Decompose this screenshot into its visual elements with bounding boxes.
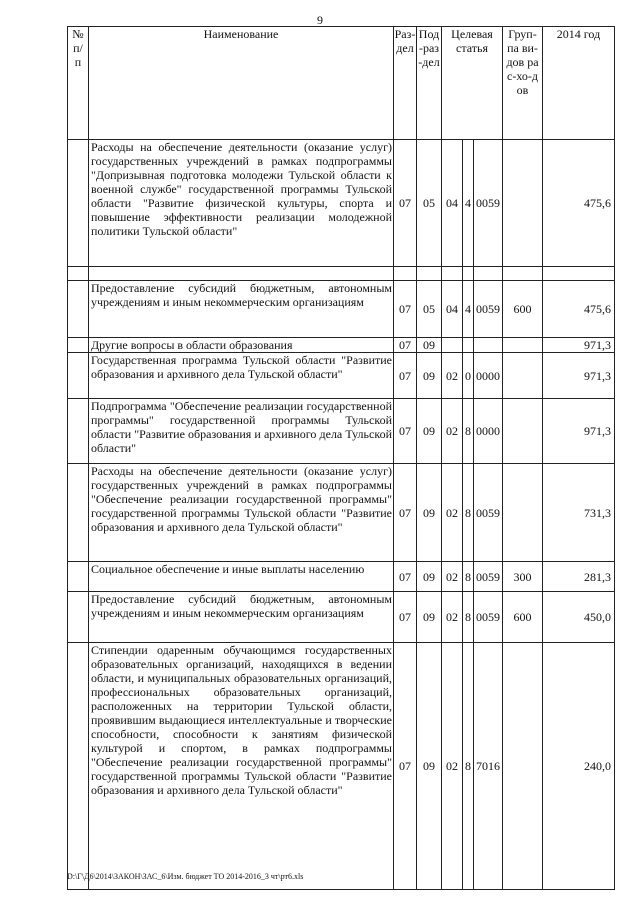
razdel-cell: 07	[394, 464, 417, 562]
podrazdel-cell: 09	[417, 353, 442, 399]
table-row	[68, 592, 615, 643]
expense-group-cell: 600	[503, 281, 543, 338]
target-item-cell: 0059	[474, 562, 503, 592]
row-number-cell	[68, 399, 89, 464]
amount-2014-cell: 475,6	[543, 140, 615, 267]
target-item-cell: 0059	[474, 464, 503, 562]
razdel-cell: 07	[394, 643, 417, 890]
target-subprogram-cell: 8	[463, 399, 474, 464]
row-spacer	[68, 267, 615, 281]
podrazdel-cell: 09	[417, 643, 442, 890]
podrazdel-cell: 09	[417, 464, 442, 562]
target-subprogram-cell: 8	[463, 643, 474, 890]
target-program-cell: 04	[442, 281, 463, 338]
razdel-cell: 07	[394, 399, 417, 464]
row-name: Расходы на обеспечение деятельности (оказание услуг) государственных учреждений в рамках подпрограммы "Обеспечение реализации государственной программы" государственной программы Тульской области "Развитие образования и архивного дела Тульской области"	[89, 464, 394, 562]
table-row	[68, 338, 615, 353]
razdel-cell: 07	[394, 281, 417, 338]
row-number-cell	[68, 464, 89, 562]
row-name: Стипендии одаренным обучающимся государственных образовательных организаций, находящихся в ведении области, и муниципальных образовательных организаций, профессиональных образовательных организаций, расположенных на территории Тульской области, проявившим выдающиеся интеллектуальные и творческие способности, способности к занятиям физической культурой и спортом, в рамках подпрограммы "Обеспечение реализации государственной программы" государственной программы Тульской области "Развитие образования и архивного дела Тульской области"	[89, 643, 394, 890]
expense-group-cell	[503, 353, 543, 399]
row-number-cell	[68, 353, 89, 399]
amount-2014-cell: 731,3	[543, 464, 615, 562]
row-name: Подпрограмма "Обеспечение реализации государственной программы" государственной программы Тульской области "Развитие образования и архивного дела Тульской области"	[89, 399, 394, 464]
target-program-cell: 02	[442, 464, 463, 562]
row-number-cell	[68, 140, 89, 267]
row-name: Социальное обеспечение и иные выплаты населению	[89, 562, 394, 592]
razdel-cell: 07	[394, 353, 417, 399]
row-number-cell	[68, 338, 89, 353]
budget-table	[67, 26, 615, 890]
razdel-cell: 07	[394, 562, 417, 592]
razdel-cell: 07	[394, 592, 417, 643]
target-subprogram-cell: 0	[463, 353, 474, 399]
target-program-cell: 02	[442, 353, 463, 399]
table-row	[68, 643, 615, 890]
target-item-cell: 0059	[474, 281, 503, 338]
row-name: Предоставление субсидий бюджетным, автономным учреждениям и иным некоммерческим организациям	[89, 592, 394, 643]
amount-2014-cell: 971,3	[543, 399, 615, 464]
row-number-cell	[68, 281, 89, 338]
table-row	[68, 140, 615, 267]
col-header-name: Наименование	[89, 27, 394, 140]
amount-2014-cell: 971,3	[543, 338, 615, 353]
target-item-cell: 7016	[474, 643, 503, 890]
podrazdel-cell: 09	[417, 338, 442, 353]
target-item-cell: 0059	[474, 140, 503, 267]
razdel-cell: 07	[394, 338, 417, 353]
amount-2014-cell: 971,3	[543, 353, 615, 399]
podrazdel-cell: 05	[417, 281, 442, 338]
target-subprogram-cell	[463, 338, 474, 353]
page-number: 9	[317, 13, 323, 27]
row-number-cell	[68, 562, 89, 592]
podrazdel-cell: 09	[417, 592, 442, 643]
target-subprogram-cell: 4	[463, 281, 474, 338]
expense-group-cell	[503, 140, 543, 267]
table-row	[68, 399, 615, 464]
target-item-cell: 0000	[474, 399, 503, 464]
target-program-cell: 02	[442, 562, 463, 592]
target-program-cell: 02	[442, 399, 463, 464]
podrazdel-cell: 09	[417, 399, 442, 464]
target-subprogram-cell: 8	[463, 562, 474, 592]
row-name: Другие вопросы в области образования	[89, 338, 394, 353]
col-header-year: 2014 год	[543, 27, 615, 140]
expense-group-cell	[503, 464, 543, 562]
col-header-num: № п/п	[68, 27, 89, 140]
col-header-group: Груп-па ви-дов рас-хо-дов	[503, 27, 543, 140]
target-item-cell: 0000	[474, 353, 503, 399]
target-subprogram-cell: 8	[463, 592, 474, 643]
table-row	[68, 281, 615, 338]
row-name: Государственная программа Тульской области "Развитие образования и архивного дела Тульской области"	[89, 353, 394, 399]
table-header	[68, 27, 615, 140]
row-number-cell	[68, 592, 89, 643]
row-name: Расходы на обеспечение деятельности (оказание услуг) государственных учреждений в рамках подпрограммы "Допризывная подготовка молодежи Тульской области к военной службе" государственной программы Тульской области "Развитие физической культуры, спорта и повышение эффективности реализации молодежной политики Тульской области"	[89, 140, 394, 267]
expense-group-cell	[503, 338, 543, 353]
amount-2014-cell: 450,0	[543, 592, 615, 643]
target-subprogram-cell: 4	[463, 140, 474, 267]
table-row	[68, 562, 615, 592]
target-subprogram-cell: 8	[463, 464, 474, 562]
col-header-target: Целевая статья	[442, 27, 503, 140]
expense-group-cell: 300	[503, 562, 543, 592]
amount-2014-cell: 281,3	[543, 562, 615, 592]
target-program-cell: 04	[442, 140, 463, 267]
expense-group-cell	[503, 643, 543, 890]
table-row	[68, 464, 615, 562]
podrazdel-cell: 05	[417, 140, 442, 267]
expense-group-cell: 600	[503, 592, 543, 643]
target-item-cell	[474, 338, 503, 353]
table-row	[68, 353, 615, 399]
expense-group-cell	[503, 399, 543, 464]
col-header-razdel: Раз-дел	[394, 27, 417, 140]
amount-2014-cell: 475,6	[543, 281, 615, 338]
col-header-podrazdel: Под-раз-дел	[417, 27, 442, 140]
file-path-footer: D:\Г\Д6\2014\ЗАКОН\ЗАС_6\Изм. бюджет ТО 2014-2016_3 чт\рт6.xls	[67, 872, 304, 881]
target-program-cell: 02	[442, 592, 463, 643]
row-name: Предоставление субсидий бюджетным, автономным учреждениям и иным некоммерческим организациям	[89, 281, 394, 338]
target-program-cell: 02	[442, 643, 463, 890]
podrazdel-cell: 09	[417, 562, 442, 592]
amount-2014-cell: 240,0	[543, 643, 615, 890]
target-program-cell	[442, 338, 463, 353]
row-number-cell	[68, 643, 89, 890]
razdel-cell: 07	[394, 140, 417, 267]
target-item-cell: 0059	[474, 592, 503, 643]
